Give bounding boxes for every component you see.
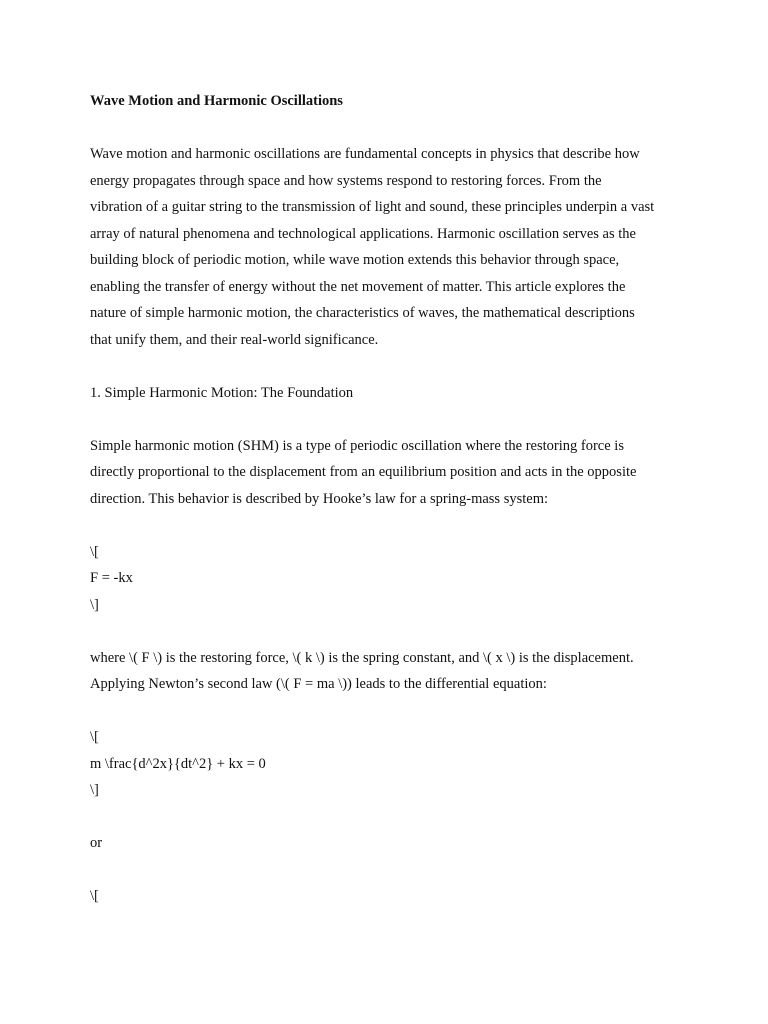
equation-line: \[ <box>90 888 99 904</box>
equation-line: \[ <box>90 729 99 745</box>
document-page <box>90 88 690 936</box>
text-line: that unify them, and their real-world significance. <box>90 331 379 348</box>
text-line: enabling the transfer of energy without the net movement of matter. This article explores the <box>90 278 626 295</box>
equation-line: m \frac{d^2x}{dt^2} + kx = 0 <box>90 755 266 772</box>
or-text: or <box>90 835 103 851</box>
text-line: energy propagates through space and how systems respond to restoring forces. From the <box>90 172 602 189</box>
text-line: directly proportional to the displacement from an equilibrium position and acts in the opposite <box>90 464 637 480</box>
text-line: Wave motion and harmonic oscillations are fundamental concepts in physics that describe how <box>90 146 640 162</box>
document-title: Wave Motion and Harmonic Oscillations <box>90 93 343 109</box>
text-line: Simple harmonic motion (SHM) is a type of periodic oscillation where the restoring force is <box>90 437 624 454</box>
equation-block-hooke <box>90 539 690 619</box>
equation-line: \] <box>90 782 99 798</box>
equation-line: F = -kx <box>90 570 133 586</box>
text-line: building block of periodic motion, while wave motion extends this behavior through space, <box>90 252 620 268</box>
text-line: nature of simple harmonic motion, the characteristics of waves, the mathematical descriptions <box>90 305 635 321</box>
where-paragraph <box>90 645 690 698</box>
text-line: direction. This behavior is described by Hooke’s law for a spring-mass system: <box>90 490 549 507</box>
equation-line: \] <box>90 596 99 613</box>
text-line: vibration of a guitar string to the transmission of light and sound, these principles underpin a vast <box>90 199 655 215</box>
section-heading: 1. Simple Harmonic Motion: The Foundation <box>90 384 354 401</box>
equation-line: \[ <box>90 543 99 560</box>
intro-paragraph <box>90 141 690 353</box>
text-line: Applying Newton’s second law (\( F = ma \)) leads to the differential equation: <box>90 676 547 692</box>
text-line: where \( F \) is the restoring force, \( k \) is the spring constant, and \( x \) is the displacement. <box>90 649 634 666</box>
equation-block-differential <box>90 724 690 804</box>
shm-paragraph <box>90 433 690 513</box>
equation-block-start <box>90 883 690 910</box>
text-line: array of natural phenomena and technological applications. Harmonic oscillation serves as the <box>90 225 636 242</box>
